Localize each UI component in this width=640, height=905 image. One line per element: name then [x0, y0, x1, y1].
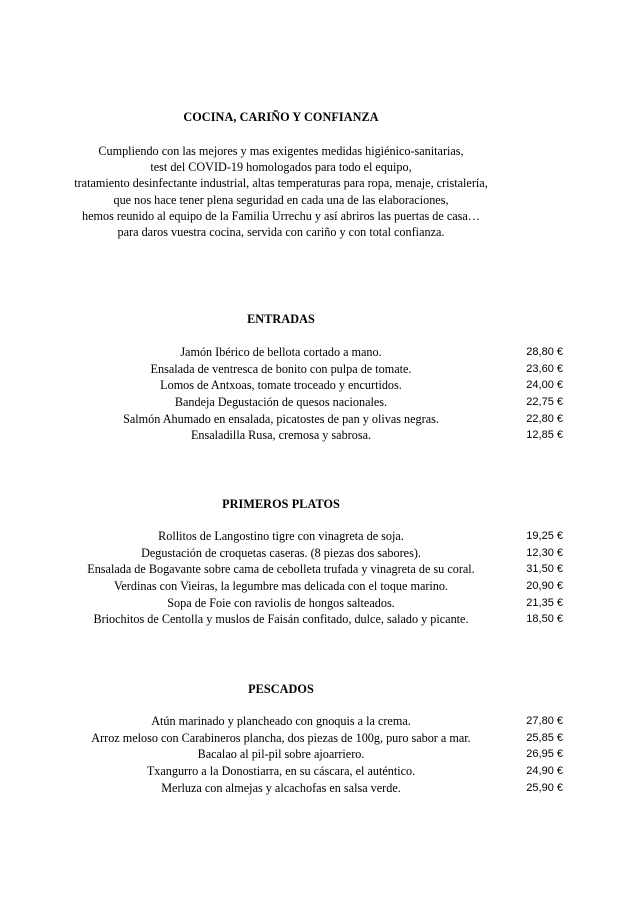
dish-name: Briochitos de Centolla y muslos de Faisán confitado, dulce, salado y picante. — [93, 612, 469, 627]
dish-price: 18,50 € — [526, 613, 563, 626]
dish-price: 28,80 € — [526, 346, 563, 358]
dish-price: 22,80 € — [526, 412, 563, 425]
dish-name: Bacalao al pil-pil sobre ajoarriero. — [197, 747, 365, 762]
section-title-primeros: PRIMEROS PLATOS — [222, 497, 340, 511]
intro-line: que nos hace tener plena seguridad en cada una de las elaboraciones, — [113, 192, 449, 207]
dish-price: 25,85 € — [526, 731, 563, 744]
pescados-list — [0, 713, 640, 796]
dish-price: 12,85 € — [526, 429, 563, 442]
menu-item — [0, 545, 640, 562]
dish-name: Degustación de croquetas caseras. (8 piezas dos sabores). — [141, 545, 421, 560]
dish-price: 12,30 € — [526, 546, 563, 559]
dish-price: 26,95 € — [526, 748, 563, 761]
intro-paragraph — [0, 143, 562, 240]
dish-name: Bandeja Degustación de quesos nacionales. — [174, 395, 388, 410]
dish-name: Ensaladilla Rusa, cremosa y sabrosa. — [190, 428, 372, 443]
menu-item — [0, 730, 640, 747]
menu-item — [0, 578, 640, 595]
dish-name: Merluza con almejas y alcachofas en salsa verde. — [161, 780, 401, 795]
dish-name: Jamón Ibérico de bellota cortado a mano. — [180, 345, 382, 359]
intro-line: Cumpliendo con las mejores y mas exigentes medidas higiénico-sanitarias, — [98, 144, 464, 158]
dish-name: Arroz meloso con Carabineros plancha, dos piezas de 100g, puro sabor a mar. — [91, 730, 471, 745]
dish-price: 27,80 € — [526, 715, 563, 727]
dish-price: 24,90 € — [526, 765, 563, 778]
primeros-list — [0, 528, 640, 628]
dish-name: Ensalada de ventresca de bonito con pulpa de tomate. — [150, 361, 412, 376]
dish-name: Txangurro a la Donostiarra, en su cáscara, el auténtico. — [146, 764, 416, 779]
dish-price: 20,90 € — [526, 580, 563, 593]
entradas-list — [0, 344, 640, 444]
dish-price: 31,50 € — [526, 563, 563, 576]
section-title-pescados: PESCADOS — [248, 682, 314, 696]
menu-item — [0, 746, 640, 763]
dish-name: Verdinas con Vieiras, la legumbre mas delicada con el toque marino. — [113, 579, 449, 594]
intro-line: para daros vuestra cocina, servida con cariño y con total confianza. — [117, 225, 445, 240]
page-title: COCINA, CARIÑO Y CONFIANZA — [183, 110, 379, 124]
dish-name: Ensalada de Bogavante sobre cama de cebolleta trufada y vinagreta de su coral. — [87, 562, 475, 577]
menu-item — [0, 344, 640, 361]
dish-price: 23,60 € — [526, 362, 563, 375]
menu-item — [0, 713, 640, 730]
intro-line: hemos reunido al equipo de la Familia Urrechu y así abriros las puertas de casa… — [82, 208, 480, 223]
intro-line: tratamiento desinfectante industrial, altas temperaturas para ropa, menaje, cristalería, — [74, 176, 488, 191]
menu-item — [0, 611, 640, 628]
menu-item — [0, 763, 640, 780]
dish-price: 22,75 € — [526, 396, 563, 409]
intro-line: test del COVID-19 homologados para todo el equipo, — [150, 160, 412, 175]
dish-price: 19,25 € — [526, 530, 563, 542]
menu-item — [0, 377, 640, 394]
menu-item — [0, 595, 640, 612]
dish-price: 24,00 € — [526, 379, 563, 392]
menu-item — [0, 780, 640, 797]
section-title-entradas: ENTRADAS — [247, 312, 315, 326]
menu-item — [0, 528, 640, 545]
menu-item — [0, 394, 640, 411]
menu-item — [0, 411, 640, 428]
menu-item — [0, 427, 640, 444]
menu-item — [0, 361, 640, 378]
dish-name: Lomos de Antxoas, tomate troceado y encurtidos. — [160, 378, 402, 393]
dish-price: 25,90 € — [526, 781, 563, 794]
dish-price: 21,35 € — [526, 596, 563, 609]
dish-name: Salmón Ahumado en ensalada, picatostes de pan y olivas negras. — [123, 411, 439, 426]
dish-name: Atún marinado y plancheado con gnoquis a la crema. — [151, 714, 411, 728]
dish-name: Sopa de Foie con raviolis de hongos salteados. — [167, 595, 395, 610]
menu-item — [0, 561, 640, 578]
dish-name: Rollitos de Langostino tigre con vinagreta de soja. — [158, 529, 404, 543]
